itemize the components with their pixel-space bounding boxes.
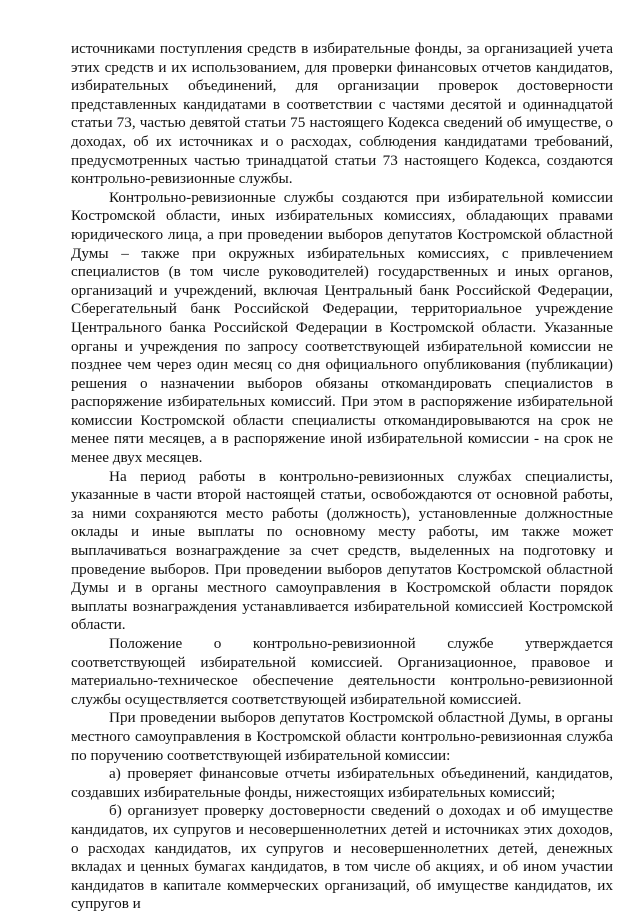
paragraph-kru-creation: Контрольно-ревизионные службы создаются при избирательной комиссии Костромской области, иных избирательных комиссиях, обладающих правами юридического лица, а при проведении выборов депутатов Костромской областной Думы – также при окружных избирательных комиссиях, с привлечением специалистов (в том числе руководителей) государственных и иных органов, организаций и учреждений, включая Центральный банк Российской Федерации, Сберегательный банк Российской Федерации, территориальное учреждение Центрального банка Российской Федерации в Костромской области. Указанные органы и учреждения по запросу соответствующей избирательной комиссии не позднее чем через один месяц со дня официального опубликования (публикации) решения о назначении выборов обязаны откомандировать специалистов в распоряжение избирательных комиссий. При этом в распоряжение избирательной комиссии Костромской области специалисты откомандировываются на срок не менее пяти месяцев, а в распоряжение иной избирательной комиссии - на срок не менее двух месяцев. [71,188,613,467]
document-page [71,40,613,914]
paragraph-kru-duties-intro: При проведении выборов депутатов Костромской областной Думы, в органы местного самоуправления в Костромской области контрольно-ревизионная служба по поручению соответствующей избирательной комиссии: [71,709,613,764]
paragraph-regulation: Положение о контрольно-ревизионной службе утверждается соответствующей избирательной комиссией. Организационное, правовое и материально-техническое обеспечение деятельности контрольно-ревизионной службы осуществляется соответствующей избирательной комиссией. [71,635,613,708]
list-item-b: б) организует проверку достоверности сведений о доходах и об имуществе кандидатов, их супругов и несовершеннолетних детей и источниках этих доходов, о расходах кандидатов, их супругов и несовершеннолетних детей, денежных вкладах и ценных бумагах кандидатов, в том числе об акциях, и об ином участии кандидатов в капитале коммерческих организаций, об имуществе кандидатов, их супругов и [71,802,613,913]
paragraph-specialists-period: На период работы в контрольно-ревизионных службах специалисты, указанные в части второй настоящей статьи, освобождаются от основной работы, за ними сохраняются место работы (должность), установленные должностные оклады и иные выплаты по основному месту работы, им также может выплачиваться вознаграждение за счет средств, выделенных на подготовку и проведение выборов. При проведении выборов депутатов Костромской областной Думы и в органы местного самоуправления в Костромской области порядок выплаты вознаграждения устанавливается избирательной комиссией Костромской области. [71,467,613,634]
paragraph-continuation: источниками поступления средств в избирательные фонды, за организацией учета этих средств и их использованием, для проверки финансовых отчетов кандидатов, избирательных объединений, для организации проверок достоверности представленных кандидатами в соответствии с частями десятой и одиннадцатой статьи 73, частью девятой статьи 75 настоящего Кодекса сведений об имуществе, о доходах, об их источниках и о расходах, соблюдения кандидатами требований, предусмотренных частью тринадцатой статьи 73 настоящего Кодекса, создаются контрольно-ревизионные службы. [71,40,613,188]
list-item-a: а) проверяет финансовые отчеты избирательных объединений, кандидатов, создавших избирательные фонды, нижестоящих избирательных комиссий; [71,765,613,801]
